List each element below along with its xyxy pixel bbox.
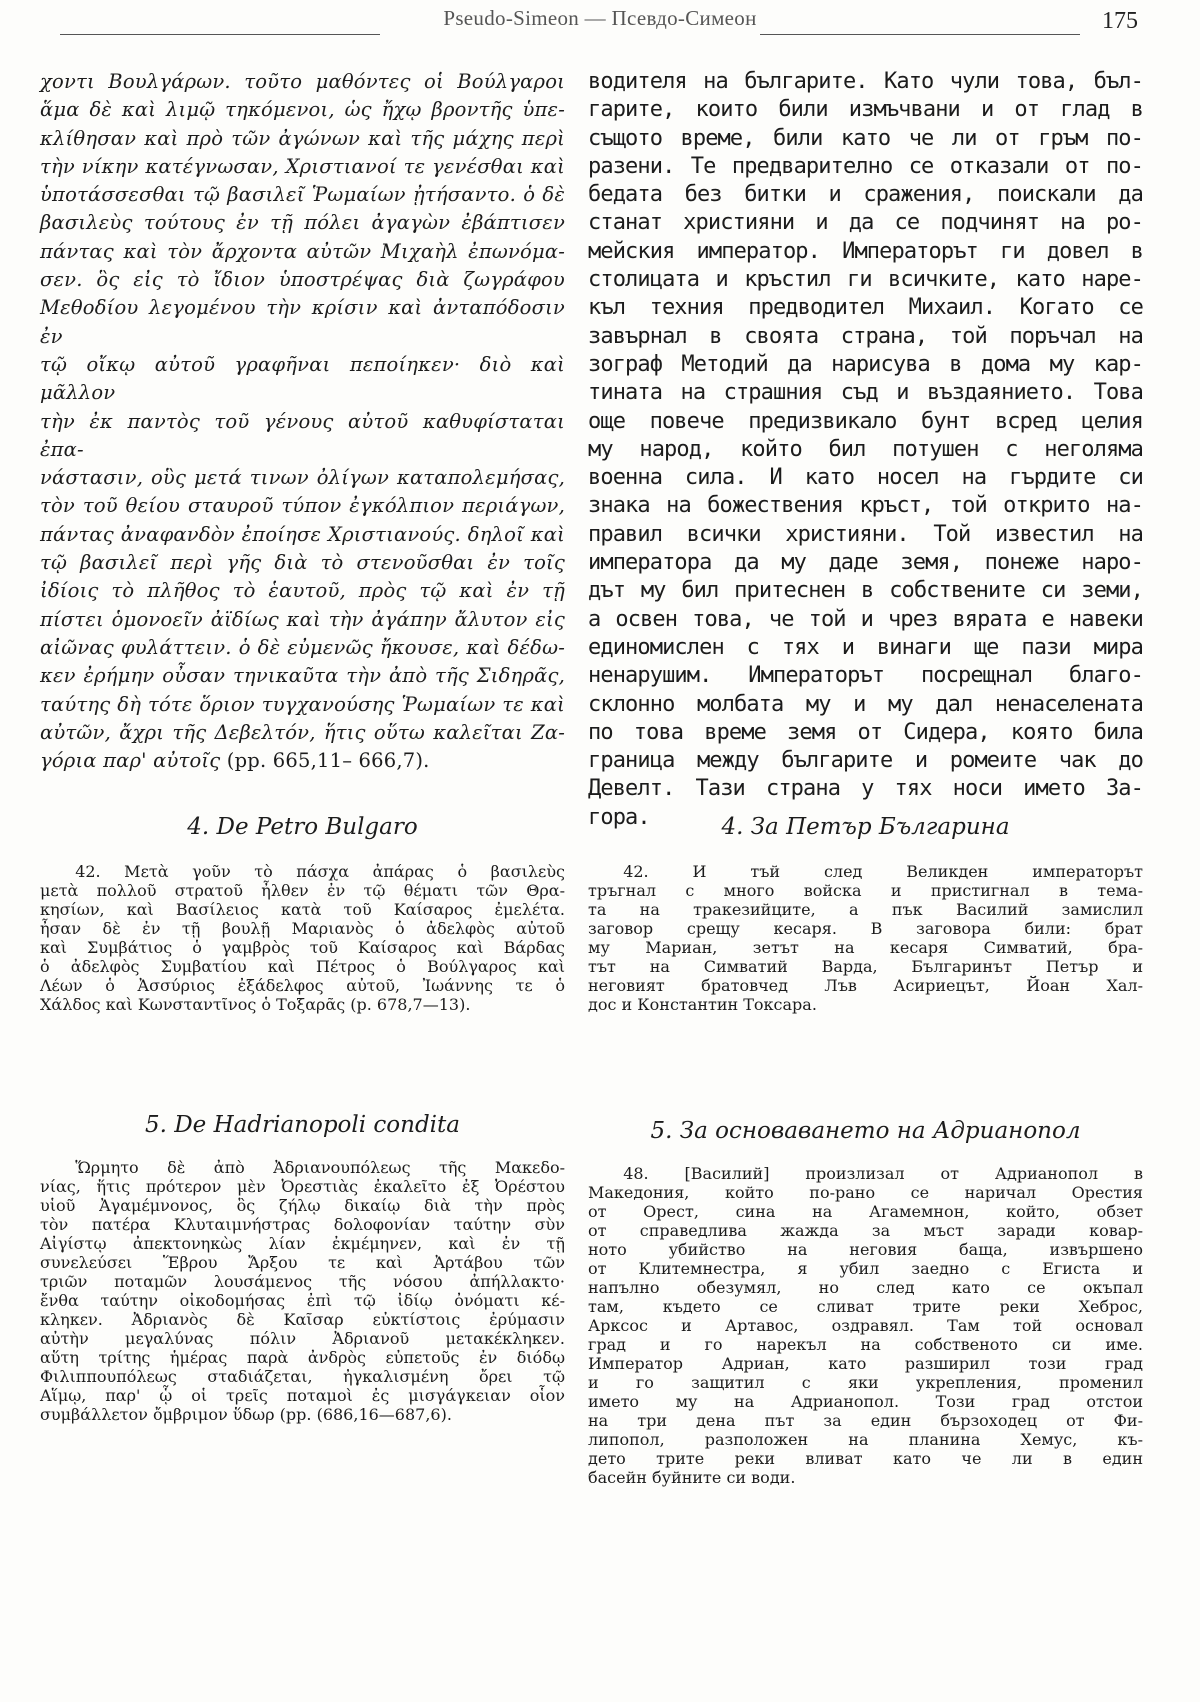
page-header bbox=[0, 4, 1200, 38]
text-line-content: му Мариан, зетът на кесаря Симватий, бра- bbox=[588, 938, 1143, 957]
text-line-content: разени. Те предварително се отказали от по- bbox=[588, 153, 1143, 179]
text-line bbox=[588, 181, 1143, 209]
text-line-content: ὁ ἀδελφὸς Συμβατίου καὶ Πέτρος ὁ Βούλγαρος καὶ bbox=[40, 957, 565, 976]
text-line-content: Арксос и Артавос, оздравял. Там той основал bbox=[588, 1316, 1143, 1335]
text-line-content: Αἰγίστῳ ἀπεκτονηκὼς λίαν ἐκμέμηνεν, καὶ ἐν τῇ bbox=[40, 1234, 565, 1253]
text-line bbox=[588, 775, 1143, 803]
running-title: Pseudo-Simeon — Псевдо-Симеон bbox=[443, 6, 757, 30]
text-line bbox=[40, 549, 565, 577]
text-line-content: κλίθησαν καὶ πρὸ τῶν ἀγώνων καὶ τῆς μάχης περὶ bbox=[40, 126, 565, 150]
text-line bbox=[40, 181, 565, 209]
text-line bbox=[40, 938, 565, 957]
text-line bbox=[588, 238, 1143, 266]
text-line-content: от Орест, сина на Агамемнон, който, обзет bbox=[588, 1202, 1143, 1221]
text-line bbox=[588, 662, 1143, 690]
text-line-content: πάντας καὶ τὸν ἄρχοντα αὐτῶν Μιχαὴλ ἐπωνόμα- bbox=[40, 239, 565, 263]
text-line bbox=[588, 209, 1143, 237]
text-line bbox=[588, 125, 1143, 153]
text-line-content: Χάλδος καὶ Κωνσταντῖνος ὁ Τοξαρᾶς bbox=[40, 995, 346, 1014]
bulgarian-section-4 bbox=[588, 812, 1143, 1014]
text-line-content: ταύτης δὴ τότε ὅριον τυγχανούσης Ῥωμαίων τε καὶ bbox=[40, 692, 565, 716]
text-line bbox=[40, 976, 565, 995]
text-line-content: κεν ἐρήμην οὖσαν τηνικαῦτα τὴν ἀπὸ τῆς Σιδηρᾶς, bbox=[40, 664, 565, 688]
text-line bbox=[588, 1240, 1143, 1259]
text-line-content: τριῶν ποταμῶν λουσάμενος τῆς νόσου ἀπήλλακτο· bbox=[40, 1272, 565, 1291]
text-line bbox=[588, 606, 1143, 634]
text-line-content: единомислен с тях и винаги ще пази мира bbox=[588, 634, 1143, 660]
text-line-content: αἰῶνας φυλάττειν. ὁ δὲ εὐμενῶς ἤκουσε, καὶ δέδω- bbox=[40, 635, 565, 659]
text-line bbox=[40, 464, 565, 492]
text-line-content: ἅμα δὲ καὶ λιμῷ τηκόμενοι, ὡς ἤχῳ βροντῆς ὑπε- bbox=[40, 98, 565, 122]
text-line bbox=[588, 1316, 1143, 1335]
header-rule-left bbox=[60, 34, 380, 35]
text-line-content: Αἵμῳ, παρ' ᾧ οἱ τρεῖς ποταμοὶ ἐς μισγάγκειαν οἷον bbox=[40, 1386, 565, 1405]
text-line-content: от Клитемнестра, я убил заедно с Егиста и bbox=[588, 1259, 1143, 1278]
text-line bbox=[588, 719, 1143, 747]
text-line-content: дето трите реки вливат като че ли в един bbox=[588, 1449, 1143, 1468]
text-line bbox=[588, 1221, 1143, 1240]
text-line-content: πίστει ὁμονοεῖν ἀϊδίως καὶ τὴν ἀγάπην ἄλυτον εἰς bbox=[40, 607, 565, 631]
text-line bbox=[588, 436, 1143, 464]
text-line bbox=[40, 125, 565, 153]
header-rule-right bbox=[760, 34, 1080, 35]
greek-section-4 bbox=[40, 812, 565, 1014]
text-line-content: νάστασιν, οὓς μετά τινων ὀλίγων καταπολεμήσας, bbox=[40, 466, 565, 490]
text-line bbox=[40, 577, 565, 605]
text-line-content: τῷ οἴκῳ αὐτοῦ γραφῆναι πεποίηκεν· διὸ καὶ μᾶλλον bbox=[40, 352, 565, 405]
bulgarian-section-4-text bbox=[588, 862, 1143, 1014]
text-line-content: още повече предизвикало бунт всред целия bbox=[588, 408, 1143, 434]
text-line-content: зограф Методий да нарисува в дома му кар- bbox=[588, 351, 1143, 377]
text-line bbox=[588, 153, 1143, 181]
text-line-content: τὴν νίκην κατέγνωσαν, Χριστιανοί τε γενέσθαι καὶ bbox=[40, 154, 565, 178]
text-line-content: липопол, разположен на планина Хемус, къ- bbox=[588, 1430, 1143, 1449]
text-line bbox=[40, 900, 565, 919]
text-line-content: склонно молбата му и му дал ненаселената bbox=[588, 691, 1143, 717]
text-line bbox=[588, 323, 1143, 351]
text-line-content: завърнал в своята страна, той поръчал на bbox=[588, 323, 1143, 349]
text-line bbox=[588, 464, 1143, 492]
text-line bbox=[588, 408, 1143, 436]
text-line-content: гора. bbox=[588, 804, 650, 830]
text-line bbox=[588, 1183, 1143, 1202]
text-line bbox=[40, 1158, 565, 1177]
text-line bbox=[588, 1259, 1143, 1278]
text-line bbox=[588, 1278, 1143, 1297]
text-line bbox=[588, 1164, 1143, 1183]
text-line bbox=[588, 521, 1143, 549]
text-line bbox=[588, 492, 1143, 520]
text-line-content: напълно обезумял, но след като се окъпал bbox=[588, 1278, 1143, 1297]
bulgarian-section-4-heading: 4. За Петър Българина bbox=[721, 814, 1010, 840]
text-line bbox=[40, 96, 565, 124]
text-line-content: χοντι Βουλγάρων. τοῦτο μαθόντες οἱ Βούλγαροι bbox=[40, 70, 565, 93]
page-reference: (pp. 665,11– 666,7). bbox=[220, 749, 430, 773]
text-line-content: неговият братовчед Лъв Асириецът, Йоан Хал- bbox=[588, 976, 1143, 995]
text-line-content: ненарушим. Императорът посрещнал благо- bbox=[588, 663, 1143, 689]
text-line-content: от справедлива жажда за мъст заради ковар- bbox=[588, 1221, 1143, 1240]
text-line bbox=[40, 634, 565, 662]
text-line bbox=[588, 1373, 1143, 1392]
text-line-content: κησίων, καὶ Βασίλειος κατὰ τοῦ Καίσαρος ἐμελέτα. bbox=[40, 900, 565, 919]
text-line bbox=[40, 68, 565, 96]
greek-section-4-text bbox=[40, 862, 565, 1014]
text-line bbox=[40, 747, 565, 775]
text-line-content: 48. [Василий] произлизал от Адрианопол в bbox=[623, 1164, 1143, 1183]
text-line bbox=[40, 209, 565, 237]
text-line-content: там, където се сливат трите реки Хеброс, bbox=[588, 1297, 1143, 1316]
text-line bbox=[588, 691, 1143, 719]
text-line bbox=[40, 1310, 565, 1329]
text-line-content: μετὰ πολλοῦ στρατοῦ ἦλθεν ἐν τῷ θέματι τῶν Θρα- bbox=[40, 881, 565, 900]
text-line bbox=[40, 1196, 565, 1215]
text-line-content: град и го нарекъл на собственото си име. bbox=[588, 1335, 1143, 1354]
text-line-content: мейския император. Императорът ги довел в bbox=[588, 238, 1143, 264]
text-line bbox=[588, 294, 1143, 322]
text-line bbox=[588, 938, 1143, 957]
text-line bbox=[40, 957, 565, 976]
text-line-content: дос и Константин Токсара. bbox=[588, 995, 817, 1014]
text-line bbox=[40, 1253, 565, 1272]
text-line-content: гарите, които били измъчвани и от глад в bbox=[588, 97, 1143, 123]
text-line-content: същото време, били като че ли от гръм по- bbox=[588, 125, 1143, 151]
text-line bbox=[40, 1272, 565, 1291]
text-line-content: на три дена път за един бързоходец от Фи- bbox=[588, 1411, 1143, 1430]
greek-column bbox=[40, 68, 565, 775]
text-line-content: συμβάλλετον ὄμβριμον ὕδωρ bbox=[40, 1405, 275, 1424]
text-line bbox=[40, 719, 565, 747]
text-line bbox=[40, 1234, 565, 1253]
text-line-content: правил всички християни. Той известил на bbox=[588, 521, 1143, 547]
greek-section-5-heading: 5. De Hadrianopoli condita bbox=[144, 1112, 460, 1138]
text-line-content: αὕτη τρίτης ἡμέρας παρὰ ἀνδρὸς εὐπετοῦς ἐν διόδῳ bbox=[40, 1348, 565, 1367]
text-line-content: τὸν τοῦ θείου σταυροῦ τύπον ἐγκόλπιον περιάγων, bbox=[40, 494, 565, 518]
text-line bbox=[40, 1329, 565, 1348]
text-line bbox=[588, 1411, 1143, 1430]
text-line-content: името му на Адрианопол. Този град отстои bbox=[588, 1392, 1143, 1411]
text-line bbox=[588, 1202, 1143, 1221]
text-line bbox=[40, 1215, 565, 1234]
bulgarian-section-5-heading: 5. За основаването на Адрианопол bbox=[650, 1118, 1081, 1144]
text-line bbox=[40, 153, 565, 181]
text-line-content: военна сила. И като носел на гърдите си bbox=[588, 465, 1143, 491]
text-line-content: ὑποτάσσεσθαι τῷ βασιλεῖ Ῥωμαίων ᾐτήσαντο. ὁ δὲ bbox=[40, 183, 565, 207]
text-line-content: τῷ βασιλεῖ περὶ γῆς διὰ τὸ στενοῦσθαι ἐν τοῖς bbox=[40, 551, 565, 575]
text-line bbox=[588, 379, 1143, 407]
text-line-content: αὐτὴν μεγαλύνας πόλιν Ἀδριανοῦ μετακέκληκεν. bbox=[40, 1329, 565, 1348]
text-line bbox=[40, 862, 565, 881]
text-line bbox=[40, 606, 565, 634]
text-line-content: Император Адриан, като разширил този град bbox=[588, 1354, 1143, 1373]
text-line-content: σεν. ὃς εἰς τὸ ἴδιον ὑποστρέψας διὰ ζωγράφου bbox=[40, 268, 565, 292]
text-line-content: граница между българите и ромеите чак до bbox=[588, 748, 1143, 774]
text-line bbox=[40, 919, 565, 938]
text-line bbox=[588, 96, 1143, 124]
bulgarian-section-5-text bbox=[588, 1164, 1143, 1487]
greek-intro-paragraph bbox=[40, 68, 565, 775]
text-line bbox=[588, 976, 1143, 995]
text-line-content: πάντας ἀναφανδὸν ἐποίησε Χριστιανούς. δηλοῖ καὶ bbox=[40, 522, 565, 546]
text-line bbox=[40, 1348, 565, 1367]
text-line bbox=[588, 747, 1143, 775]
text-line bbox=[588, 1449, 1143, 1468]
text-line bbox=[588, 957, 1143, 976]
page-number: 175 bbox=[1102, 8, 1138, 34]
text-line-content: императора да му даде земя, понеже наро- bbox=[588, 550, 1143, 576]
text-line bbox=[588, 1468, 1143, 1487]
text-line-content: и го защитил с яки укрепления, променил bbox=[588, 1373, 1143, 1392]
text-line bbox=[40, 294, 565, 351]
text-line bbox=[40, 1291, 565, 1310]
text-line-content: κληκεν. Ἀδριανὸς δὲ Καῖσαρ εὐκτίστοις ἐρύμασιν bbox=[40, 1310, 565, 1329]
greek-section-5-text bbox=[40, 1158, 565, 1424]
text-line-content: Ὥρμητο δὲ ἀπὸ Ἀδριανουπόλεως τῆς Μακεδο- bbox=[75, 1158, 565, 1177]
text-line-content: καὶ Συμβάτιος ὁ γαμβρὸς τοῦ Καίσαρος καὶ Βάρδας bbox=[40, 938, 565, 957]
text-line bbox=[588, 862, 1143, 881]
text-line-content: 42. И тъй след Великден императорът bbox=[623, 862, 1143, 881]
text-line-content: ἰδίοις τὸ πλῆθος τὸ ἑαυτοῦ, πρὸς τῷ καὶ ἐν τῇ bbox=[40, 579, 565, 603]
text-line bbox=[588, 266, 1143, 294]
text-line-content: γόρια παρ' αὐτοῖς bbox=[40, 749, 221, 773]
greek-section-5 bbox=[40, 1110, 565, 1424]
text-line-content: а освен това, че той и чрез вярата е навеки bbox=[588, 606, 1143, 632]
text-line bbox=[40, 492, 565, 520]
text-line-content: тръгнал с много войска и пристигнал в тема- bbox=[588, 881, 1143, 900]
text-line-content: ἔνθα ταύτην οἰκοδομήσας ἐπὶ τῷ ἰδίῳ ὀνόματι κέ- bbox=[40, 1291, 565, 1310]
text-line bbox=[588, 1297, 1143, 1316]
text-line bbox=[588, 68, 1143, 96]
text-line-content: Девелт. Тази страна у тях носи името За- bbox=[588, 776, 1143, 802]
text-line-content: τὴν ἐκ παντὸς τοῦ γένους αὐτοῦ καθυφίσταται ἐπα- bbox=[40, 409, 565, 461]
text-line bbox=[40, 351, 565, 408]
text-line-content: 42. Μετὰ γοῦν τὸ πάσχα ἀπάρας ὁ βασιλεὺς bbox=[75, 862, 565, 881]
text-line-content: тината на страшния съд и въздаянието. Това bbox=[588, 380, 1143, 406]
text-line-content: заговор срещу кесаря. В заговора били: брат bbox=[588, 919, 1143, 938]
bulgarian-section-5 bbox=[588, 1116, 1143, 1487]
greek-section-4-heading: 4. De Petro Bulgaro bbox=[187, 814, 418, 840]
text-line bbox=[40, 1405, 565, 1424]
text-line bbox=[40, 408, 565, 465]
text-line bbox=[40, 995, 565, 1014]
text-line bbox=[40, 521, 565, 549]
text-line bbox=[40, 238, 565, 266]
text-line bbox=[40, 1177, 565, 1196]
text-line-content: υἱοῦ Ἀγαμέμνονος, ὃς ζήλῳ δικαίῳ διὰ τὴν πρὸς bbox=[40, 1196, 565, 1215]
text-line-content: тът на Симватий Варда, Българинът Петър и bbox=[588, 957, 1143, 976]
page-reference: (p. 678,7—13). bbox=[345, 995, 471, 1014]
text-line bbox=[588, 634, 1143, 662]
text-line-content: συνελεύσει Ἕβρου Ἄρξου τε καὶ Ἀρτάβου τῶν bbox=[40, 1253, 565, 1272]
text-line bbox=[588, 1354, 1143, 1373]
text-line bbox=[40, 662, 565, 690]
text-line-content: дът му бил притеснен в собствените си земи, bbox=[588, 578, 1143, 604]
text-line bbox=[588, 1392, 1143, 1411]
text-line bbox=[40, 266, 565, 294]
text-line-content: ното убийство на неговия баща, извършено bbox=[588, 1240, 1143, 1259]
text-line-content: къл техния предводител Михаил. Когато се bbox=[588, 295, 1143, 321]
text-line-content: знака на божествения кръст, той открито на- bbox=[588, 493, 1143, 519]
bulgarian-intro-paragraph bbox=[588, 68, 1143, 832]
text-line-content: Φιλιππουπόλεως σταδιάζεται, ἠγκαλισμένη ὄρει τῷ bbox=[40, 1367, 565, 1386]
text-line bbox=[40, 1367, 565, 1386]
text-line-content: станат християни и да се подчинят на ро- bbox=[588, 210, 1143, 236]
text-line bbox=[588, 577, 1143, 605]
text-line-content: Λέων ὁ Ἀσσύριος ἐξάδελφος αὐτοῦ, Ἰωάννης τε ὁ bbox=[40, 976, 565, 995]
page-reference: (pp. (686,16—687,6). bbox=[274, 1405, 452, 1424]
text-line-content: та на тракезийците, а пък Василий замислил bbox=[588, 900, 1143, 919]
text-line-content: τὸν πατέρα Κλυταιμνήστρας δολοφονίαν ταύτην σὺν bbox=[40, 1215, 565, 1234]
text-line bbox=[40, 881, 565, 900]
text-line-content: αὐτῶν, ἄχρι τῆς Δεβελτόν, ἥτις οὕτω καλεῖται Ζα- bbox=[40, 720, 565, 744]
bulgarian-column bbox=[588, 68, 1143, 832]
text-line-content: му народ, който бил потушен с неголяма bbox=[588, 436, 1143, 462]
text-line bbox=[588, 1335, 1143, 1354]
text-line-content: по това време земя от Сидера, която била bbox=[588, 719, 1143, 745]
text-line-content: басейн буйните си води. bbox=[588, 1468, 796, 1487]
text-line-content: бедата без битки и сражения, поискали да bbox=[588, 182, 1143, 208]
text-line bbox=[588, 1430, 1143, 1449]
text-line-content: Μεθοδίου λεγομένου τὴν κρίσιν καὶ ἀνταπόδοσιν ἐν bbox=[40, 296, 565, 348]
text-line bbox=[40, 691, 565, 719]
text-line-content: столицата и кръстил ги всичките, като наре- bbox=[588, 267, 1143, 293]
text-line bbox=[40, 1386, 565, 1405]
text-line-content: ἦσαν δὲ ἐν τῇ βουλῇ Μαριανὸς ὁ ἀδελφὸς αὐτοῦ bbox=[40, 919, 565, 938]
text-line bbox=[588, 919, 1143, 938]
text-line bbox=[588, 900, 1143, 919]
text-line-content: Македония, който по-рано се наричал Орестия bbox=[588, 1183, 1143, 1202]
text-line bbox=[588, 351, 1143, 379]
text-line bbox=[588, 995, 1143, 1014]
text-line-content: водителя на българите. Като чули това, бъл- bbox=[588, 69, 1143, 94]
text-line-content: βασιλεὺς τούτους ἐν τῇ πόλει ἀγαγὼν ἐβάπτισεν bbox=[40, 211, 565, 235]
text-line-content: νίας, ἥτις πρότερον μὲν Ὀρεστιὰς ἐκαλεῖτο ἐξ Ὀρέστου bbox=[40, 1177, 565, 1196]
text-line bbox=[588, 881, 1143, 900]
text-line bbox=[588, 549, 1143, 577]
